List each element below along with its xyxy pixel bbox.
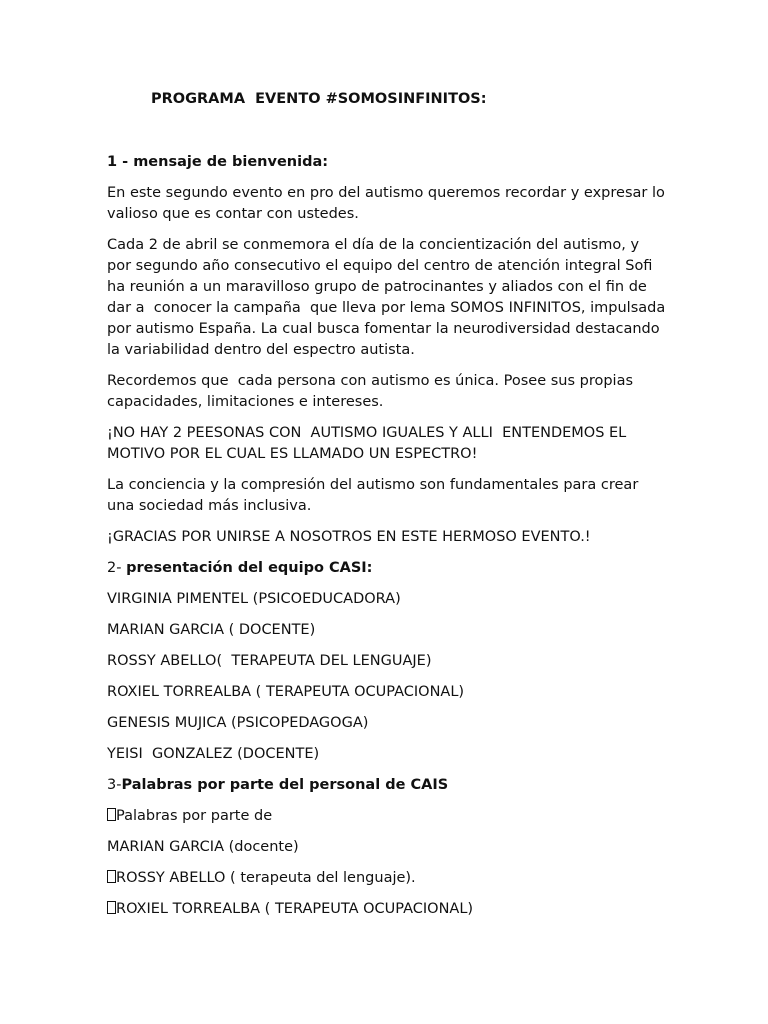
welcome-paragraph: ¡GRACIAS POR UNIRSE A NOSOTROS EN ESTE HERMOSO EVENTO.! xyxy=(107,529,591,545)
speaker-item xyxy=(107,868,667,889)
speaker-text: ROSSY ABELLO ( terapeuta del lenguaje). xyxy=(116,870,416,886)
team-member: MARIAN GARCIA ( DOCENTE) xyxy=(107,622,316,638)
speaker-item xyxy=(107,899,667,920)
welcome-paragraph: Recordemos que cada persona con autismo es única. Posee sus propias capacidades, limitaciones e intereses. xyxy=(107,373,638,410)
section3-number: 3- xyxy=(107,777,122,793)
section1-heading: 1 - mensaje de bienvenida: xyxy=(107,154,329,170)
missing-glyph-bullet-icon xyxy=(107,808,116,821)
speaker-text: ROXIEL TORREALBA ( TERAPEUTA OCUPACIONAL) xyxy=(116,901,474,917)
document-body xyxy=(107,152,670,930)
section2-number: 2- xyxy=(107,560,127,576)
speaker-text: Palabras por parte de xyxy=(116,808,273,824)
welcome-paragraph: Cada 2 de abril se conmemora el día de la concientización del autismo, y por segundo año consecutivo el equipo del centro de atención integral Sofi ha reunión a un maravilloso grupo de patrocinantes y aliados con el fin de dar a conocer la campaña que lleva por lema SOMOS INFINITOS, impulsada por autismo España. La cual busca fomentar la neurodiversidad destacando la variabilidad dentro del espectro autista. xyxy=(107,237,670,358)
section3-heading xyxy=(107,775,667,796)
missing-glyph-bullet-icon xyxy=(107,870,116,883)
team-member: VIRGINIA PIMENTEL (PSICOEDUCADORA) xyxy=(107,591,401,607)
section2-title: presentación del equipo CASI: xyxy=(126,560,373,576)
team-member: ROSSY ABELLO( TERAPEUTA DEL LENGUAJE) xyxy=(107,653,432,669)
welcome-paragraph: La conciencia y la compresión del autismo son fundamentales para crear una sociedad más inclusiva. xyxy=(107,477,643,514)
team-member: ROXIEL TORREALBA ( TERAPEUTA OCUPACIONAL) xyxy=(107,684,465,700)
speaker-item: MARIAN GARCIA (docente) xyxy=(107,839,299,855)
welcome-paragraph: ¡NO HAY 2 PEESONAS CON AUTISMO IGUALES Y ALLI ENTENDEMOS EL MOTIVO POR EL CUAL ES LLAMADO UN ESPECTRO! xyxy=(107,425,631,462)
welcome-paragraph: En este segundo evento en pro del autismo queremos recordar y expresar lo valioso que es contar con ustedes. xyxy=(107,185,670,222)
team-member: GENESIS MUJICA (PSICOPEDAGOGA) xyxy=(107,715,369,731)
team-member: YEISI GONZALEZ (DOCENTE) xyxy=(107,746,320,762)
speaker-item xyxy=(107,806,667,827)
document-title: PROGRAMA EVENTO #SOMOSINFINITOS: xyxy=(151,91,487,107)
section2-heading xyxy=(107,558,667,579)
section3-title: Palabras por parte del personal de CAIS xyxy=(121,777,449,793)
missing-glyph-bullet-icon xyxy=(107,901,116,914)
